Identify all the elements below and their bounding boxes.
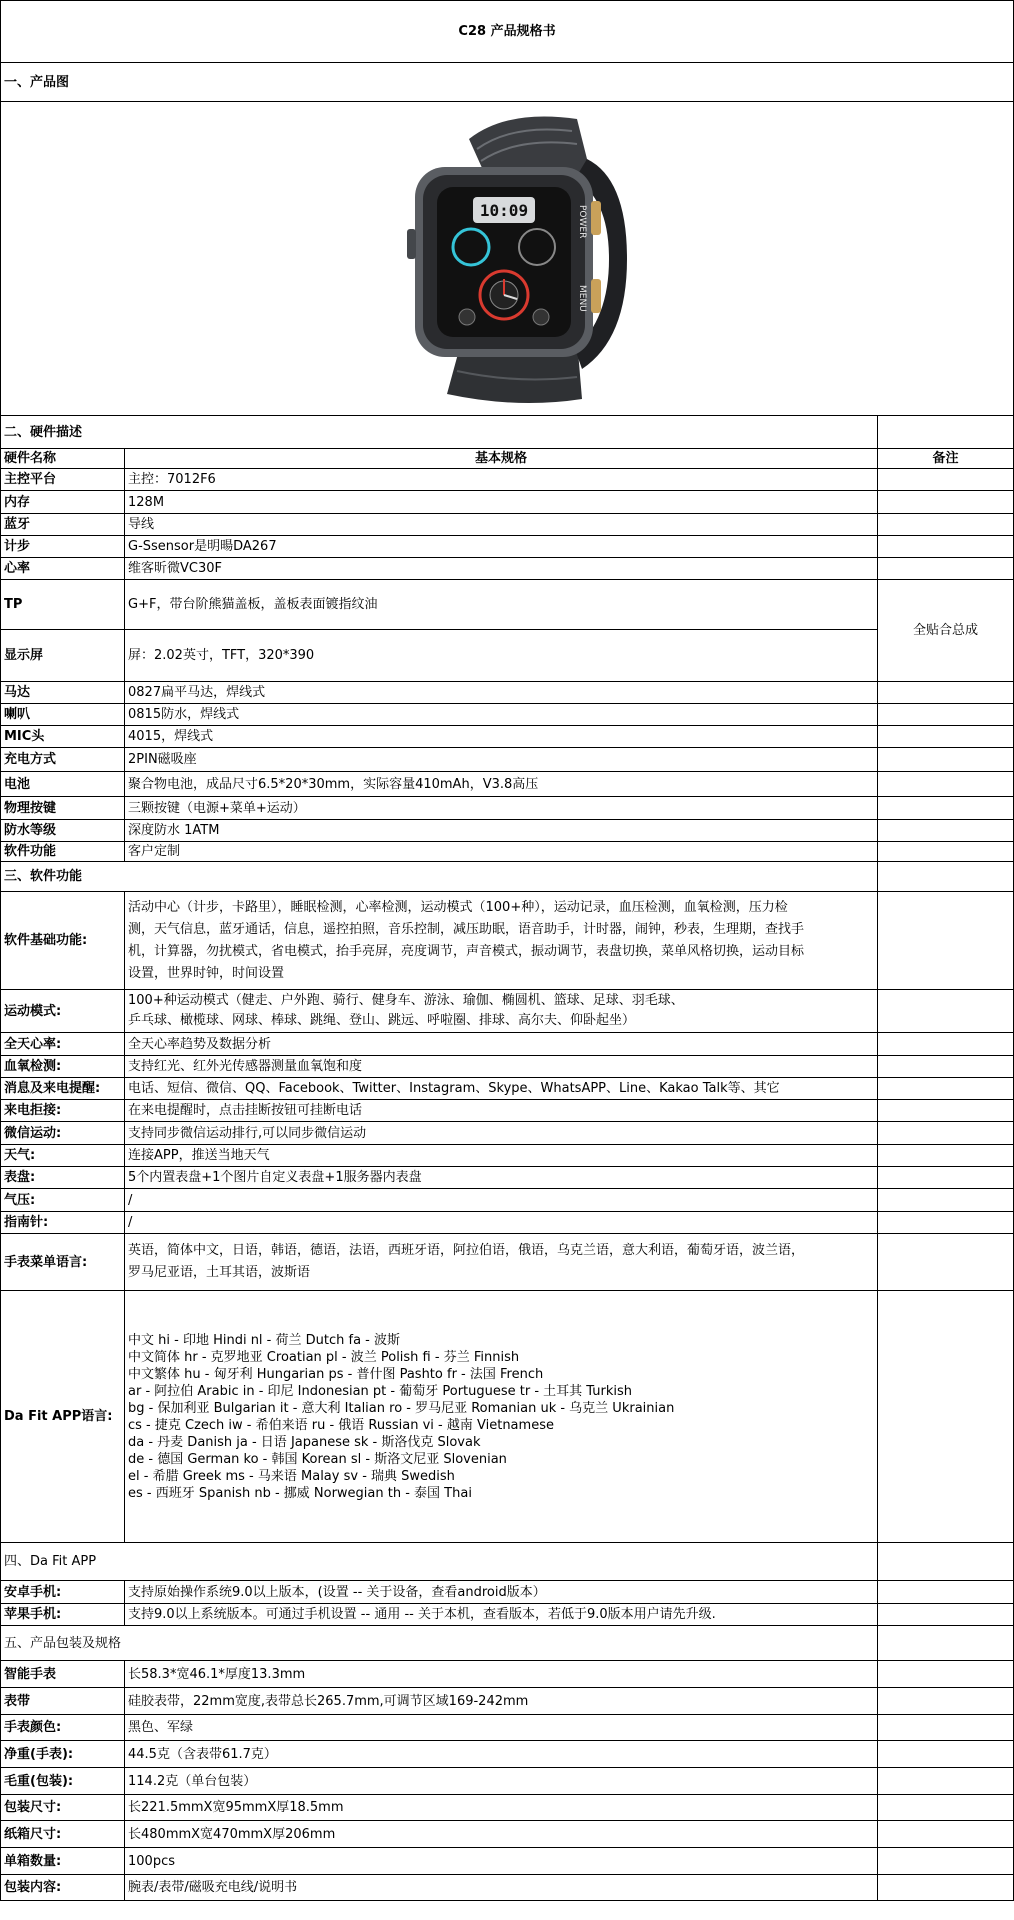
section-hardware: 二、硬件描述 (1, 416, 878, 449)
hardware-label: TP (1, 580, 125, 630)
hardware-value: 128M (125, 491, 878, 514)
hardware-value: 屏：2.02英寸，TFT，320*390 (125, 630, 878, 682)
software-label: 天气: (1, 1145, 125, 1167)
hardware-label: 物理按键 (1, 797, 125, 820)
software-value (125, 990, 878, 1033)
packaging-value: 长480mmX宽470mmX厚206mm (125, 1821, 878, 1848)
app-label: 苹果手机: (1, 1604, 125, 1626)
hardware-value: 0815防水，焊线式 (125, 704, 878, 726)
packaging-value: 长221.5mmX宽95mmX厚18.5mm (125, 1795, 878, 1821)
hardware-note (878, 514, 1014, 536)
app-value: 支持原始操作系统9.0以上版本，(设置 -- 关于设备，查看android版本） (125, 1581, 878, 1604)
software-label: 血氧检测: (1, 1056, 125, 1078)
hardware-note-merged: 全贴合总成 (878, 580, 1014, 682)
packaging-value: 腕表/表带/磁吸充电线/说明书 (125, 1875, 878, 1901)
app-note (878, 1604, 1014, 1626)
software-label: 微信运动: (1, 1122, 125, 1145)
hardware-header-note: 备注 (878, 449, 1014, 469)
software-note (878, 1234, 1014, 1291)
hardware-value: 聚合物电池，成品尺寸6.5*20*30mm，实际容量410mAh，V3.8高压 (125, 772, 878, 797)
software-value: / (125, 1212, 878, 1234)
software-value: 支持红光、红外光传感器测量血氧饱和度 (125, 1056, 878, 1078)
software-note (878, 1056, 1014, 1078)
hardware-note (878, 748, 1014, 772)
packaging-label: 毛重(包装): (1, 1768, 125, 1795)
software-label: 全天心率: (1, 1033, 125, 1056)
hardware-note (878, 726, 1014, 748)
document-title: C28 产品规格书 (1, 1, 1014, 63)
software-note (878, 1078, 1014, 1100)
software-note (878, 1189, 1014, 1212)
hardware-label: 喇叭 (1, 704, 125, 726)
section-software: 三、软件功能 (1, 862, 878, 892)
section-product-image: 一、产品图 (1, 63, 1014, 102)
hardware-value: 4015，焊线式 (125, 726, 878, 748)
dafit-language-line: 中文简体 hr - 克罗地亚 Croatian pl - 波兰 Polish fi - 芬兰 Finnish (128, 1349, 520, 1365)
app-note (878, 1581, 1014, 1604)
hardware-value: 2PIN磁吸座 (125, 748, 878, 772)
packaging-label: 净重(手表): (1, 1741, 125, 1768)
hardware-label: 软件功能 (1, 842, 125, 862)
hardware-label: 主控平台 (1, 469, 125, 491)
packaging-note (878, 1741, 1014, 1768)
section-packaging: 五、产品包装及规格 (1, 1626, 878, 1661)
section-app: 四、Da Fit APP (1, 1543, 878, 1581)
dafit-language-list (125, 1291, 878, 1543)
software-line: 乒乓球、橄榄球、网球、棒球、跳绳、登山、跳远、呼啦圈、排球、高尔夫、仰卧起坐） (128, 1013, 636, 1028)
hardware-label: 马达 (1, 682, 125, 704)
software-note (878, 1291, 1014, 1543)
software-note (878, 892, 1014, 990)
software-note (878, 1212, 1014, 1234)
software-value (125, 892, 878, 990)
software-line: 100+种运动模式（健走、户外跑、骑行、健身车、游泳、瑜伽、椭圆机、篮球、足球、羽毛球、 (128, 993, 684, 1008)
packaging-label: 手表颜色: (1, 1715, 125, 1741)
software-line: 设置，世界时钟，时间设置 (128, 965, 285, 981)
packaging-note (878, 1661, 1014, 1688)
dafit-language-line: es - 西班牙 Spanish nb - 挪威 Norwegian th - 泰国 Thai (128, 1485, 472, 1501)
app-value: 支持9.0以上系统版本。可通过手机设置 -- 通用 -- 关于本机，查看版本，若低于9.0版本用户请先升级. (125, 1604, 878, 1626)
dafit-language-line: bg - 保加利亚 Bulgarian it - 意大利 Italian ro - 罗马尼亚 Romanian uk - 乌克兰 Ukrainian (128, 1400, 675, 1416)
software-label: 消息及来电提醒: (1, 1078, 125, 1100)
software-value: 电话、短信、微信、QQ、Facebook、Twitter、Instagram、Skype、WhatsAPP、Line、Kakao Talk等、其它 (125, 1078, 878, 1100)
packaging-label: 纸箱尺寸: (1, 1821, 125, 1848)
software-note (878, 990, 1014, 1033)
hardware-note (878, 682, 1014, 704)
packaging-value: 100pcs (125, 1848, 878, 1875)
dafit-language-line: el - 希腊 Greek ms - 马来语 Malay sv - 瑞典 Swedish (128, 1468, 455, 1484)
packaging-note (878, 1768, 1014, 1795)
packaging-note (878, 1875, 1014, 1901)
hardware-header-spec: 基本规格 (125, 449, 878, 469)
hardware-value: 客户定制 (125, 842, 878, 862)
section-hardware-note-blank (878, 416, 1014, 449)
dafit-language-line: da - 丹麦 Danish ja - 日语 Japanese sk - 斯洛伐克 Slovak (128, 1434, 481, 1450)
software-value: / (125, 1189, 878, 1212)
hardware-note (878, 491, 1014, 514)
software-label: 指南针: (1, 1212, 125, 1234)
dafit-language-line: de - 德国 German ko - 韩国 Korean sl - 斯洛文尼亚 Slovenian (128, 1451, 507, 1467)
dafit-language-line: 中文 hi - 印地 Hindi nl - 荷兰 Dutch fa - 波斯 (128, 1332, 400, 1348)
dafit-language-line: cs - 捷克 Czech iw - 希伯来语 ru - 俄语 Russian vi - 越南 Vietnamese (128, 1417, 554, 1433)
hardware-label: 内存 (1, 491, 125, 514)
packaging-label: 智能手表 (1, 1661, 125, 1688)
hardware-note (878, 820, 1014, 842)
packaging-value: 114.2克（单台包装） (125, 1768, 878, 1795)
hardware-label: 心率 (1, 558, 125, 580)
packaging-label: 单箱数量: (1, 1848, 125, 1875)
app-label: 安卓手机: (1, 1581, 125, 1604)
hardware-note (878, 704, 1014, 726)
hardware-note (878, 772, 1014, 797)
software-value (125, 1234, 878, 1291)
dafit-language-line: ar - 阿拉伯 Arabic in - 印尼 Indonesian pt - 葡萄牙 Portuguese tr - 土耳其 Turkish (128, 1383, 632, 1399)
software-value: 5个内置表盘+1个图片自定义表盘+1服务器内表盘 (125, 1167, 878, 1189)
hardware-label: 防水等级 (1, 820, 125, 842)
hardware-value: G-Ssensor是明暘DA267 (125, 536, 878, 558)
hardware-header-name: 硬件名称 (1, 449, 125, 469)
software-line: 机，计算器，勿扰模式，省电模式，抬手亮屏，亮度调节，声音模式，振动调节，表盘切换，菜单风格切换，运动目标 (128, 943, 805, 959)
software-value: 支持同步微信运动排行,可以同步微信运动 (125, 1122, 878, 1145)
hardware-value: G+F，带台阶熊猫盖板，盖板表面镀指纹油 (125, 580, 878, 630)
packaging-value: 44.5克（含表带61.7克） (125, 1741, 878, 1768)
hardware-value: 0827扁平马达，焊线式 (125, 682, 878, 704)
section-app-note-blank (878, 1543, 1014, 1581)
watch-menu-label: MENU (577, 284, 587, 312)
hardware-note (878, 558, 1014, 580)
dafit-language-line: 中文繁体 hu - 匈牙利 Hungarian ps - 普什图 Pashto fr - 法国 French (128, 1366, 544, 1382)
packaging-note (878, 1848, 1014, 1875)
hardware-label: MIC头 (1, 726, 125, 748)
packaging-note (878, 1821, 1014, 1848)
product-image-cell (1, 102, 1014, 416)
hardware-value: 维客昕微VC30F (125, 558, 878, 580)
section-software-note-blank (878, 862, 1014, 892)
software-note (878, 1145, 1014, 1167)
packaging-label: 表带 (1, 1688, 125, 1715)
software-note (878, 1033, 1014, 1056)
packaging-value: 硅胶表带，22mm宽度,表带总长265.7mm,可调节区域169-242mm (125, 1688, 878, 1715)
software-note (878, 1122, 1014, 1145)
software-line: 罗马尼亚语，土耳其语，波斯语 (128, 1265, 311, 1280)
hardware-label: 充电方式 (1, 748, 125, 772)
packaging-label: 包装内容: (1, 1875, 125, 1901)
packaging-note (878, 1715, 1014, 1741)
software-line: 活动中心（计步，卡路里），睡眠检测，心率检测，运动模式（100+种），运动记录，血压检测，血氧检测，压力检 (128, 899, 788, 915)
software-value: 全天心率趋势及数据分析 (125, 1033, 878, 1056)
hardware-note (878, 469, 1014, 491)
watch-power-label: POWER (577, 204, 587, 238)
dafit-language-label: Da Fit APP语言: (1, 1291, 125, 1543)
section-packaging-note-blank (878, 1626, 1014, 1661)
hardware-label: 蓝牙 (1, 514, 125, 536)
software-label: 来电拒接: (1, 1100, 125, 1122)
packaging-note (878, 1688, 1014, 1715)
software-label: 手表菜单语言: (1, 1234, 125, 1291)
packaging-label: 包装尺寸: (1, 1795, 125, 1821)
hardware-label: 计步 (1, 536, 125, 558)
hardware-value: 三颗按键（电源+菜单+运动） (125, 797, 878, 820)
hardware-note (878, 536, 1014, 558)
hardware-note (878, 797, 1014, 820)
software-label: 气压: (1, 1189, 125, 1212)
software-note (878, 1167, 1014, 1189)
watch-time: 10:09 (479, 200, 529, 220)
packaging-value: 长58.3*宽46.1*厚度13.3mm (125, 1661, 878, 1688)
software-line: 英语，简体中文，日语，韩语，德语，法语，西班牙语，阿拉伯语，俄语，乌克兰语，意大利语，葡萄牙语，波兰语， (128, 1243, 805, 1258)
software-value: 连接APP，推送当地天气 (125, 1145, 878, 1167)
hardware-value: 导线 (125, 514, 878, 536)
hardware-label: 显示屏 (1, 630, 125, 682)
software-line: 测，天气信息，蓝牙通话，信息，遥控拍照，音乐控制，减压助眠，语音助手，计时器，闹钟，秒表，生理期，查找手 (128, 921, 805, 937)
packaging-note (878, 1795, 1014, 1821)
software-note (878, 1100, 1014, 1122)
software-label: 运动模式: (1, 990, 125, 1033)
watch-product-image (377, 109, 637, 409)
hardware-label: 电池 (1, 772, 125, 797)
software-label: 软件基础功能: (1, 892, 125, 990)
hardware-note (878, 842, 1014, 862)
software-value: 在来电提醒时，点击挂断按钮可挂断电话 (125, 1100, 878, 1122)
hardware-value: 主控：7012F6 (125, 469, 878, 491)
packaging-value: 黑色、军绿 (125, 1715, 878, 1741)
hardware-value: 深度防水 1ATM (125, 820, 878, 842)
software-label: 表盘: (1, 1167, 125, 1189)
